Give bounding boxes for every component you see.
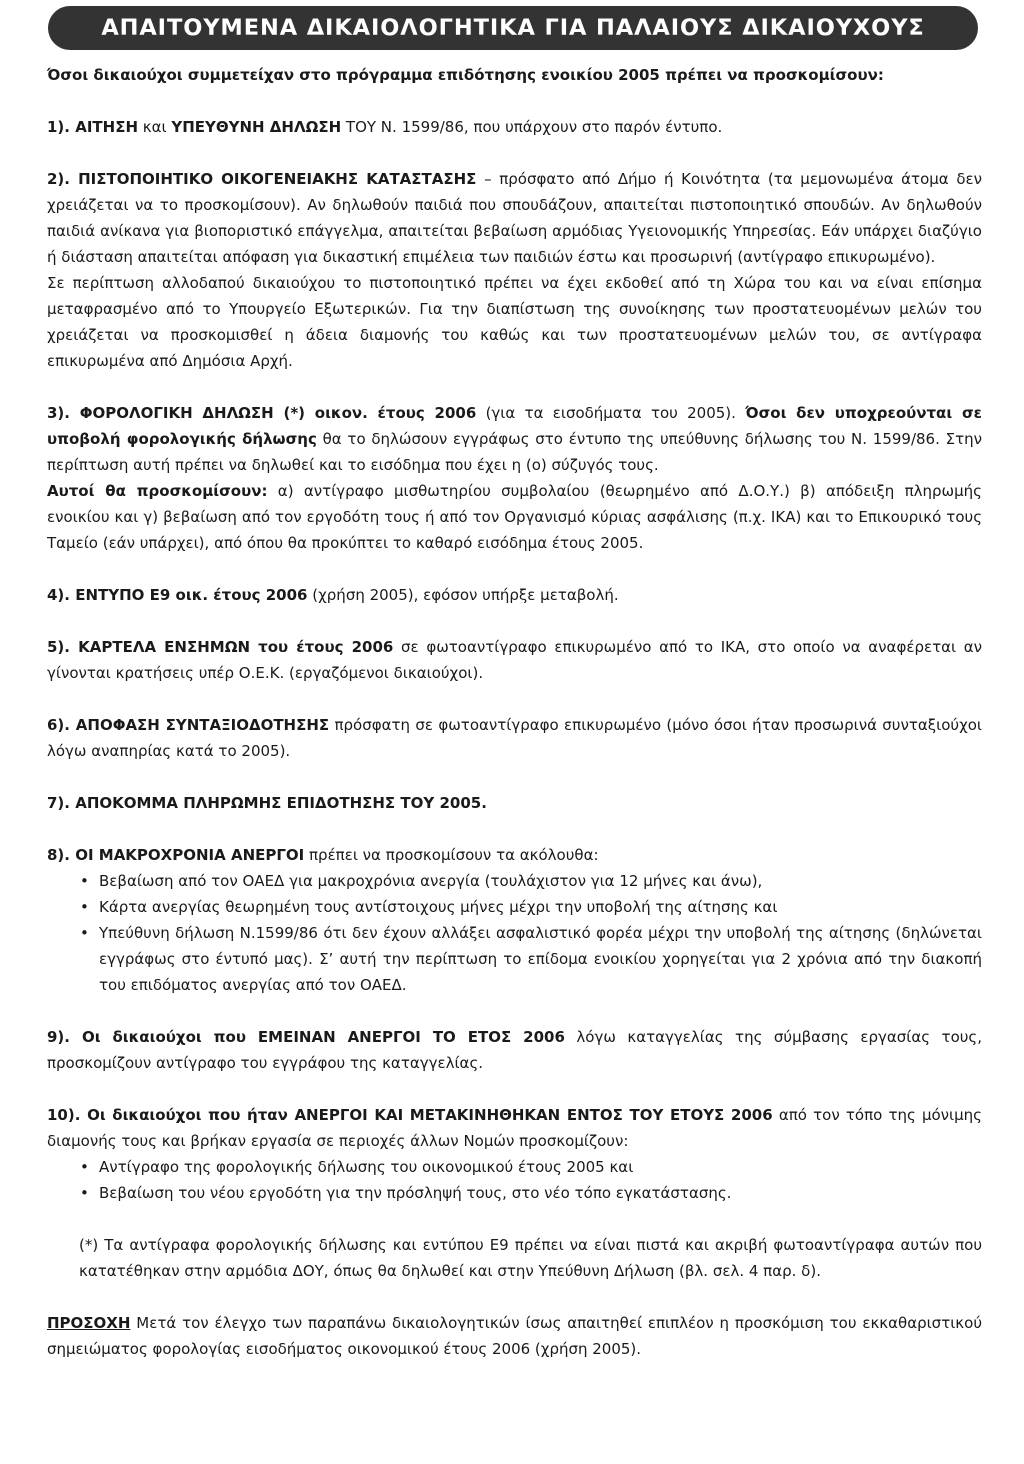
item-6 (47, 712, 982, 764)
item-number: 6). (47, 716, 76, 734)
page-title: ΑΠΑΙΤΟΥΜΕΝΑ ΔΙΚΑΙΟΛΟΓΗΤΙΚΑ ΓΙΑ ΠΑΛΑΙΟΥΣ ΔΙΚΑΙΟΥΧΟΥΣ (101, 15, 925, 41)
item-text: από τον τόπο της μόνιμης διαμονής τους και βρήκαν εργασία σε περιοχές άλλων Νομών προσκομίζουν: (47, 1106, 982, 1150)
list-item: • Βεβαίωση του νέου εργοδότη για την πρόσληψή τους, στο νέο τόπο εγκατάστασης. (99, 1180, 982, 1206)
item-title: ΥΠΕΥΘΥΝΗ ΔΗΛΩΣΗ (171, 118, 342, 136)
item-number: 9). (47, 1028, 82, 1046)
item-text: (χρήση 2005), εφόσον υπήρξε μεταβολή. (307, 586, 619, 604)
item-3 (47, 400, 982, 478)
intro: Όσοι δικαιούχοι συμμετείχαν στο πρόγραμμα επιδότησης ενοικίου 2005 πρέπει να προσκομίσουν: (47, 66, 884, 84)
item-title: ΕΝΤΥΠΟ Ε9 οικ. έτους 2006 (75, 586, 308, 604)
item-text: – πρόσφατο από Δήμο ή Κοινότητα (τα μεμονωμένα άτομα δεν χρειάζεται να το προσκομίσουν). Αν δηλωθούν παιδιά που σπουδάζουν, απαιτείται πιστοποιητικό σπουδών. Αν δηλωθούν παιδιά ανίκανα για βιοποριστικό επάγγελμα, απαιτείται βεβαίωση αρμόδιας Υγειονομικής Υπηρεσίας. Εάν υπάρχει διαζύγιο ή διάσταση απαιτείται απόφαση για δικαστική επιμέλεια των παιδιών έστω και προσωρινή (αντίγραφο επικυρωμένο). (47, 170, 982, 266)
item-8 (47, 842, 982, 868)
item-text: ΤΟΥ Ν. 1599/86, που υπάρχουν στο παρόν έντυπο. (341, 118, 723, 136)
item-number: 5). (47, 638, 79, 656)
item-5 (47, 634, 982, 686)
item-10-list (47, 1154, 982, 1206)
item-number: 8). (47, 846, 76, 864)
item-number: 1). (47, 118, 76, 136)
item-8-list (47, 868, 982, 998)
list-item: • Κάρτα ανεργίας θεωρημένη τους αντίστοιχους μήνες μέχρι την υποβολή της αίτησης και (99, 894, 982, 920)
attention-label: ΠΡΟΣΟΧΗ (47, 1314, 131, 1332)
item-title: Οι δικαιούχοι που ΕΜΕΙΝΑΝ ΑΝΕΡΓΟΙ ΤΟ ΕΤΟΣ 2006 (81, 1028, 565, 1046)
item-number: 4). (47, 586, 76, 604)
document-body (47, 62, 982, 1362)
item-title: ΟΙ ΜΑΚΡΟΧΡΟΝΙΑ ΑΝΕΡΓΟΙ (75, 846, 305, 864)
item-text: (για τα εισοδήματα του 2005). (476, 404, 746, 422)
attention-text: Μετά τον έλεγχο των παραπάνω δικαιολογητικών ίσως απαιτηθεί επιπλέον η προσκόμιση του εκκαθαριστικού σημειώματος φορολογίας εισοδήματος οικονομικού έτους 2006 (χρήση 2005). (47, 1314, 982, 1358)
item-emphasis: Όσοι δεν υποχρεούνται σε υποβολή φορολογικής δήλωσης (47, 404, 982, 448)
item-title: ΦΟΡΟΛΟΓΙΚΗ ΔΗΛΩΣΗ (*) οικον. έτους 2006 (79, 404, 477, 422)
item-text: πρόσφατη σε φωτοαντίγραφο επικυρωμένο (μόνο όσοι ήταν προσωρινά συνταξιούχοι λόγω αναπηρίας κατά το 2005). (47, 716, 982, 760)
item-emphasis: Αυτοί θα προσκομίσουν: (47, 482, 268, 500)
item-text: λόγω καταγγελίας της σύμβασης εργασίας τους, προσκομίζουν αντίγραφο του εγγράφου της καταγγελίας. (47, 1028, 983, 1072)
item-7 (47, 790, 982, 816)
item-number: 3). (47, 404, 80, 422)
item-3-documents (47, 478, 982, 556)
item-title: Οι δικαιούχοι που ήταν ΑΝΕΡΓΟΙ ΚΑΙ ΜΕΤΑΚΙΝΗΘΗΚΑΝ ΕΝΤΟΣ ΤΟΥ ΕΤΟΥΣ 2006 (87, 1106, 773, 1124)
footnote: (*) Τα αντίγραφα φορολογικής δήλωσης και εντύπου Ε9 πρέπει να είναι πιστά και ακριβή φωτοαντίγραφα αυτών που κατατέθηκαν στην αρμόδια ΔΟΥ, όπως θα δηλωθεί και στην Υπεύθυνη Δήλωση (βλ. σελ. 4 παρ. δ). (79, 1236, 982, 1280)
attention-note (47, 1310, 982, 1362)
item-number: 2). (47, 170, 79, 188)
item-2-foreign-note: Σε περίπτωση αλλοδαπού δικαιούχου το πιστοποιητικό πρέπει να έχει εκδοθεί από τη Χώρα του και να είναι επίσημα μεταφρασμένο από το Υπουργείο Εξωτερικών. Για την διαπίστωση της συνοίκησης των προστατευομένων μελών του χρειάζεται να προσκομισθεί η άδεια διαμονής του καθώς και των προστατευομένων μελών του, σε αντίγραφα επικυρωμένα από Δημόσια Αρχή. (47, 274, 982, 370)
item-9 (47, 1024, 982, 1076)
item-text: πρέπει να προσκομίσουν τα ακόλουθα: (304, 846, 599, 864)
item-10 (47, 1102, 982, 1154)
list-item: • Υπεύθυνη δήλωση Ν.1599/86 ότι δεν έχουν αλλάξει ασφαλιστικό φορέα μέχρι την υποβολή της αίτησης (δηλώνεται εγγράφως στο έντυπό μας). Σ’ αυτή την περίπτωση το επίδομα ενοικίου χορηγείται για 2 χρόνια από την διακοπή του επιδόματος ανεργίας από τον ΟΑΕΔ. (99, 920, 982, 998)
item-2 (47, 166, 982, 270)
item-title: ΑΠΟΦΑΣΗ ΣΥΝΤΑΞΙΟΔΟΤΗΣΗΣ (75, 716, 330, 734)
item-1 (47, 114, 982, 140)
list-item: • Βεβαίωση από τον ΟΑΕΔ για μακροχρόνια ανεργία (τουλάχιστον για 12 μήνες και άνω), (99, 868, 982, 894)
item-text: σε φωτοαντίγραφο επικυρωμένο από το ΙΚΑ, στο οποίο να αναφέρεται αν γίνονται κρατήσεις υπέρ Ο.Ε.Κ. (εργαζόμενοι δικαιούχοι). (47, 638, 983, 682)
item-text: και (138, 118, 172, 136)
item-title: ΑΙΤΗΣΗ (75, 118, 138, 136)
item-text: θα το δηλώσουν εγγράφως στο έντυπο της υπεύθυνης δήλωσης του Ν. 1599/86. Στην περίπτωση αυτή πρέπει να δηλωθεί και το εισόδημα που έχει η (ο) σύζυγός τους. (47, 430, 983, 474)
item-title: ΠΙΣΤΟΠΟΙΗΤΙΚΟ ΟΙΚΟΓΕΝΕΙΑΚΗΣ ΚΑΤΑΣΤΑΣΗΣ (78, 170, 477, 188)
item-text: α) αντίγραφο μισθωτηρίου συμβολαίου (θεωρημένο από Δ.Ο.Υ.) β) απόδειξη πληρωμής ενοικίου και γ) βεβαίωση από τον εργοδότη τους ή από τον Οργανισμό κύριας ασφάλισης (π.χ. ΙΚΑ) και το Επικουρικό τους Ταμείο (εάν υπάρχει), από όπου θα προκύπτει το καθαρό εισόδημα έτους 2005. (47, 482, 982, 552)
title-banner (48, 6, 978, 50)
item-number: 7). (47, 794, 76, 812)
item-title: ΚΑΡΤΕΛΑ ΕΝΣΗΜΩΝ του έτους 2006 (78, 638, 394, 656)
item-number: 10). (47, 1106, 88, 1124)
item-4 (47, 582, 982, 608)
list-item: • Αντίγραφο της φορολογικής δήλωσης του οικονομικού έτους 2005 και (99, 1154, 982, 1180)
item-title: ΑΠΟΚΟΜΜΑ ΠΛΗΡΩΜΗΣ ΕΠΙΔΟΤΗΣΗΣ ΤΟΥ 2005. (75, 794, 487, 812)
